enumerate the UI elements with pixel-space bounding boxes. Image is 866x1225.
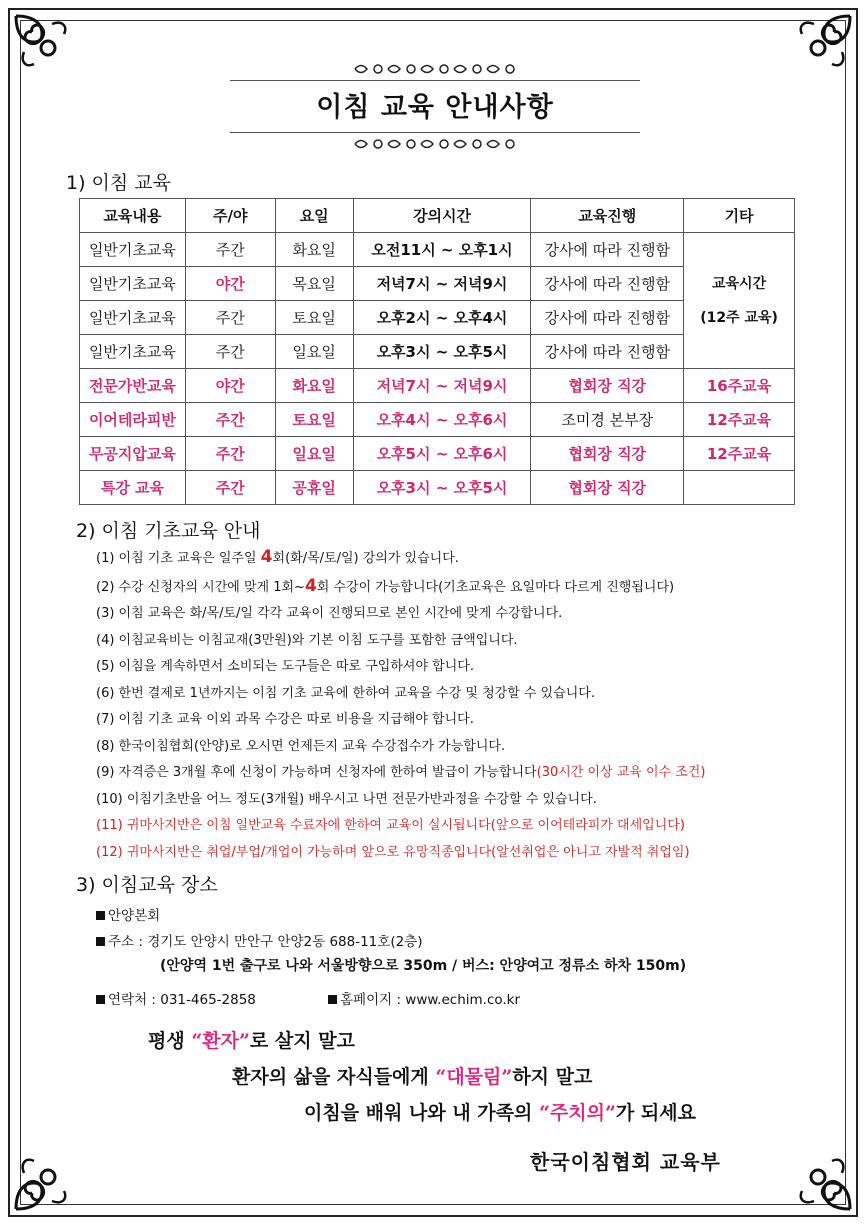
- branch-name: 안양본회: [108, 908, 161, 924]
- guide-list: [96, 544, 705, 866]
- table-row: [80, 471, 795, 505]
- location-address: [96, 930, 422, 950]
- cell-day-night: 야간: [185, 267, 275, 301]
- cell-course: 이어테라피반: [80, 403, 186, 437]
- slogan-quote: “주치의”: [538, 1102, 616, 1124]
- organization-signature: 한국이침협회 교육부: [530, 1150, 721, 1174]
- list-item: [96, 544, 705, 573]
- column-header: 교육내용: [80, 199, 186, 233]
- list-item-text: (1) 이침 기초 교육은 일주일: [96, 551, 261, 566]
- cell-course: 무공지압교육: [80, 437, 186, 471]
- cell-etc: [684, 471, 795, 505]
- slogan-line-1: [148, 1026, 355, 1053]
- page-title: 이침 교육 안내사항: [316, 92, 554, 123]
- cell-course: 일반기초교육: [80, 267, 186, 301]
- ornament-corner-icon: [12, 1151, 74, 1213]
- list-item: (4) 이침교육비는 이침교재(3만원)와 기본 이침 도구를 포함한 금액입니다.: [96, 632, 518, 648]
- slogan-text: 가 되세요: [615, 1102, 696, 1124]
- slogan-text: 평생: [148, 1030, 192, 1052]
- cell-course: 일반기초교육: [80, 233, 186, 267]
- cell-day-night: 주간: [185, 335, 275, 369]
- cell-time: 저녁7시 ~ 저녁9시: [353, 369, 531, 403]
- ornament-corner-icon: [792, 1151, 854, 1213]
- column-header: 교육진행: [531, 199, 684, 233]
- phone-text: 연락처 : 031-465-2858: [108, 992, 256, 1008]
- cell-lead: 협회장 직강: [531, 437, 684, 471]
- etc-merged-line1: 교육시간: [712, 275, 767, 292]
- cell-course: 일반기초교육: [80, 335, 186, 369]
- list-item: (7) 이침 기초 교육 이외 과목 수강은 따로 비용을 지급해야 합니다.: [96, 712, 474, 727]
- cell-etc: 12주교육: [684, 437, 795, 471]
- title-block: [230, 58, 640, 155]
- cell-day-night: 주간: [185, 301, 275, 335]
- list-item-text: 회(화/목/토/일) 강의가 있습니다.: [272, 551, 459, 566]
- table-row: [80, 403, 795, 437]
- slogan-quote: “환자”: [191, 1030, 250, 1052]
- swirl-ornament-icon: [350, 136, 520, 152]
- slogan-text: 로 살지 말고: [249, 1030, 355, 1052]
- column-header: 강의시간: [353, 199, 531, 233]
- slogan-line-3: [304, 1098, 696, 1125]
- cell-lead: 강사에 따라 진행함: [531, 267, 684, 301]
- section-heading-education: 1) 이침 교육: [66, 172, 171, 194]
- homepage-link[interactable]: 홈페이지 : www.echim.co.kr: [340, 992, 521, 1008]
- slogan-line-2: [232, 1062, 592, 1089]
- cell-weekday: 토요일: [275, 403, 353, 437]
- cell-time: 오후5시 ~ 오후6시: [353, 437, 531, 471]
- cell-weekday: 일요일: [275, 335, 353, 369]
- cell-weekday: 일요일: [275, 437, 353, 471]
- cell-day-night: 주간: [185, 403, 275, 437]
- table-row: [80, 369, 795, 403]
- list-item: (3) 이침 교육은 화/목/토/일 각각 교육이 진행되므로 본인 시간에 맞게 수강합니다.: [96, 606, 563, 621]
- table-header-row: [80, 199, 795, 233]
- location-phone: [96, 988, 256, 1008]
- cell-course: 특강 교육: [80, 471, 186, 505]
- square-bullet-icon: [96, 937, 105, 946]
- location-branch: [96, 904, 160, 924]
- list-item-text: (2) 수강 신청자의 시간에 맞게 1회~: [96, 579, 305, 595]
- cell-lead: 강사에 따라 진행함: [531, 301, 684, 335]
- cell-weekday: 화요일: [275, 233, 353, 267]
- cell-lead: 협회장 직강: [531, 471, 684, 505]
- table-row: [80, 233, 795, 267]
- cell-time: 오후3시 ~ 오후5시: [353, 335, 531, 369]
- address-text: 주소 : 경기도 안양시 만안구 안양2동 688-11호(2층): [108, 934, 423, 950]
- cell-lead: 조미경 본부장: [531, 403, 684, 437]
- table-row: [80, 437, 795, 471]
- cell-course: 전문가반교육: [80, 369, 186, 403]
- list-item: (10) 이침기초반을 어느 정도(3개월) 배우시고 나면 전문가반과정을 수강할 수 있습니다.: [96, 791, 597, 807]
- cell-etc-merged: [684, 233, 795, 369]
- cell-lead: 협회장 직강: [531, 369, 684, 403]
- cell-time: 저녁7시 ~ 저녁9시: [353, 267, 531, 301]
- slogan-text: 하지 말고: [512, 1066, 593, 1088]
- list-item: [96, 760, 705, 787]
- column-header: 기타: [684, 199, 795, 233]
- slogan-text: 이침을 배워 나와 내 가족의: [304, 1102, 539, 1124]
- list-item-text: (9) 자격증은 3개월 후에 신청이 가능하며 신청자에 한하여 발급이 가능합니다: [96, 765, 537, 780]
- list-item-highlight: 4: [304, 575, 317, 596]
- cell-time: 오후4시 ~ 오후6시: [353, 403, 531, 437]
- list-item: (5) 이침을 계속하면서 소비되는 도구들은 따로 구입하셔야 합니다.: [96, 659, 474, 674]
- etc-merged-line2: (12주 교육): [700, 309, 778, 326]
- cell-day-night: 주간: [185, 437, 275, 471]
- cell-day-night: 주간: [185, 471, 275, 505]
- cell-course: 일반기초교육: [80, 301, 186, 335]
- square-bullet-icon: [96, 911, 105, 920]
- section-heading-basic-guide: 2) 이침 기초교육 안내: [76, 520, 261, 542]
- education-schedule-table: [79, 198, 795, 505]
- location-directions: (안양역 1번 출구로 나와 서울방향으로 350m / 버스: 안양여고 정류소 하차 150m): [160, 958, 687, 974]
- square-bullet-icon: [328, 995, 337, 1004]
- cell-weekday: 토요일: [275, 301, 353, 335]
- ornament-corner-icon: [792, 12, 854, 74]
- cell-day-night: 야간: [185, 369, 275, 403]
- list-item: (8) 한국이침협회(안양)로 오시면 언제든지 교육 수강접수가 가능합니다.: [96, 738, 506, 754]
- location-homepage: [328, 988, 520, 1008]
- list-item: (6) 한번 결제로 1년까지는 이침 기초 교육에 한하여 교육을 수강 및 청강할 수 있습니다.: [96, 685, 595, 701]
- cell-time: 오후2시 ~ 오후4시: [353, 301, 531, 335]
- column-header: 주/야: [185, 199, 275, 233]
- list-item-text: 회 수강이 가능합니다(기초교육은 요일마다 다르게 진행됩니다): [316, 579, 675, 595]
- list-item: [96, 573, 705, 602]
- list-item-highlight: 4: [260, 547, 273, 567]
- cell-weekday: 목요일: [275, 267, 353, 301]
- cell-day-night: 주간: [185, 233, 275, 267]
- slogan-text: 환자의 삶을 자식들에게: [232, 1066, 436, 1088]
- cell-lead: 강사에 따라 진행함: [531, 335, 684, 369]
- cell-weekday: 공휴일: [275, 471, 353, 505]
- cell-time: 오후3시 ~ 오후5시: [353, 471, 531, 505]
- list-item-highlight: (30시간 이상 교육 이수 조건): [536, 765, 706, 780]
- section-heading-location: 3) 이침교육 장소: [76, 874, 218, 896]
- cell-lead: 강사에 따라 진행함: [531, 233, 684, 267]
- cell-etc: 16주교육: [684, 369, 795, 403]
- cell-weekday: 화요일: [275, 369, 353, 403]
- column-header: 요일: [275, 199, 353, 233]
- slogan-quote: “대물림”: [435, 1066, 513, 1088]
- title-ornament-bottom: [230, 133, 640, 155]
- list-item: (12) 귀마사지반은 취업/부업/개업이 가능하며 앞으로 유망직종입니다(알선취업은 아니고 자발적 취업임): [96, 844, 690, 860]
- ornament-corner-icon: [12, 12, 74, 74]
- swirl-ornament-icon: [350, 61, 520, 77]
- cell-time: 오전11시 ~ 오후1시: [353, 233, 531, 267]
- cell-etc: 12주교육: [684, 403, 795, 437]
- list-item: (11) 귀마사지반은 이침 일반교육 수료자에 한하여 교육이 실시됩니다(앞으로 이어테라피가 대세입니다): [96, 818, 685, 833]
- square-bullet-icon: [96, 995, 105, 1004]
- title-ornament-top: [230, 58, 640, 80]
